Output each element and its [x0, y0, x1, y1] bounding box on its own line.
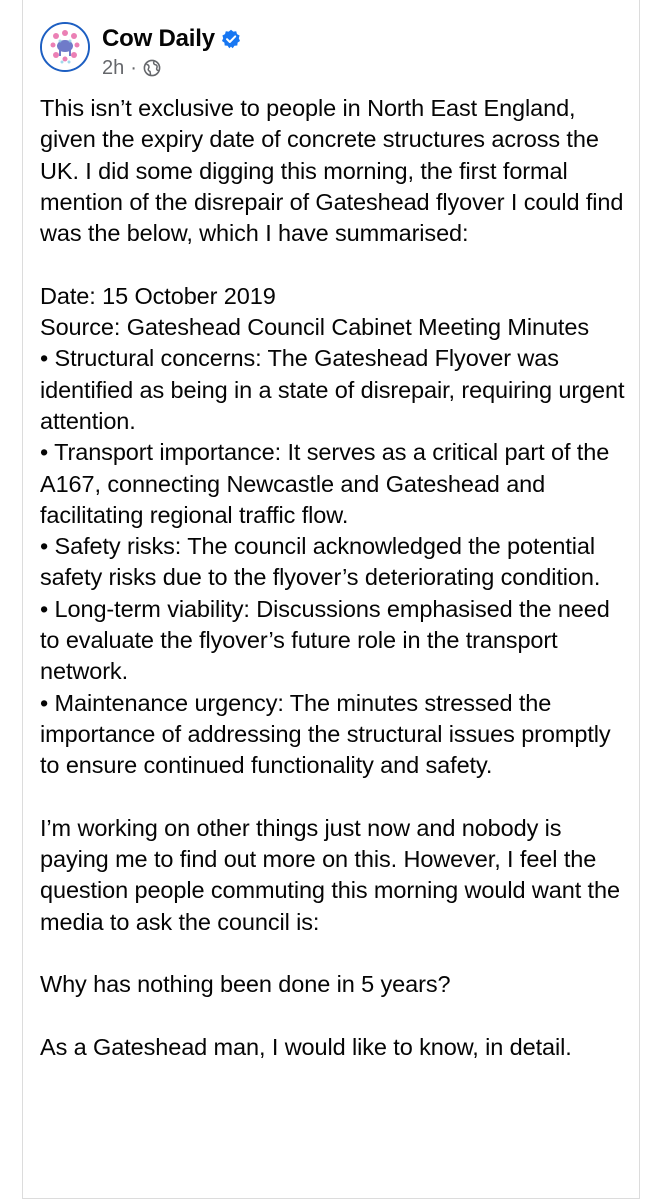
- post-paragraph-question-intro: I’m working on other things just now and nobody is paying me to find out more on this. However, I feel the question people commuting this morning would want the media to ask the council is:: [40, 814, 620, 935]
- post-paragraph-intro: This isn’t exclusive to people in North East England, given the expiry date of concrete structures across the UK. I did some digging this morning, the first formal mention of the disrepair of Gateshead flyover I could find was the below, which I have summarised:: [40, 95, 624, 247]
- globe-icon[interactable]: [143, 59, 161, 77]
- page-name-row: [102, 24, 241, 54]
- post-bullet: • Safety risks: The council acknowledged the potential safety risks due to the flyover’s deteriorating condition.: [40, 533, 601, 591]
- post-text: [40, 93, 630, 1063]
- post-date-line: Date: 15 October 2019: [40, 282, 276, 309]
- verified-badge-icon: [221, 29, 241, 49]
- post-timestamp[interactable]: 2h: [102, 56, 125, 79]
- post-bullet: • Maintenance urgency: The minutes stressed the importance of addressing the structural issues promptly to ensure continued functionality and safety.: [40, 689, 611, 779]
- post-source-line: Source: Gateshead Council Cabinet Meeting Minutes: [40, 314, 589, 341]
- meta-separator: ·: [130, 56, 137, 79]
- post-bullet: • Structural concerns: The Gateshead Flyover was identified as being in a state of disrepair, requiring urgent attention.: [40, 345, 625, 434]
- post-meta: [102, 56, 161, 80]
- post-closing: As a Gateshead man, I would like to know, in detail.: [40, 1033, 572, 1060]
- page-avatar[interactable]: [40, 22, 90, 72]
- post-header: [40, 22, 620, 82]
- page-name[interactable]: Cow Daily: [102, 25, 215, 52]
- post-bullet: • Transport importance: It serves as a critical part of the A167, connecting Newcastle and Gateshead and facilitating regional traffic flow.: [40, 439, 610, 528]
- post-question: Why has nothing been done in 5 years?: [40, 971, 451, 998]
- cow-logo-icon: [42, 24, 88, 70]
- post-bullet: • Long-term viability: Discussions emphasised the need to evaluate the flyover’s future role in the transport network.: [40, 595, 610, 685]
